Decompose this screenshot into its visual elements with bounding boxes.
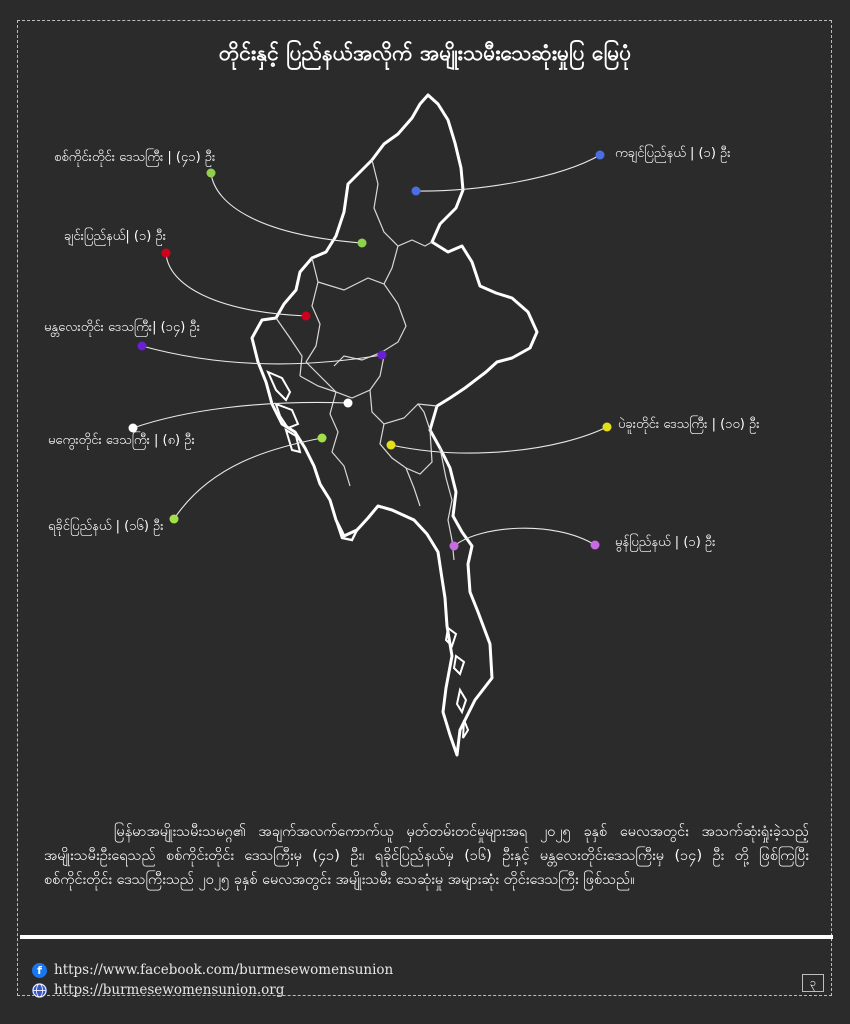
- dot-rakhine-outer: [170, 515, 179, 524]
- label-kachin: ကချင်ပြည်နယ် | (၁) ဦး: [615, 146, 731, 161]
- leader-sagaing: [211, 173, 362, 243]
- label-mandalay: မန္တလေးတိုင်း ဒေသကြီး| (၁၄) ဦး: [44, 320, 201, 335]
- leader-mandalay: [142, 346, 382, 364]
- summary-paragraph: မြန်မာအမျိုးသမီးသမဂ္ဂ၏ အချက်အလက်ကောက်ယူ မှတ်တမ်းတင်မှုများအရ ၂၀၂၅ ခုနှစ် မေလအတွင်း အသက်ဆုံးရှုံးခဲ့သည့် အမျိုးသမီးဦးရေသည် စစ်ကိုင်းတိုင်း ဒေသကြီးမှ (၄၁) ဦး၊ ရခိုင်ပြည်နယ်မှ (၁၆) ဦးနှင့် မန္တလေးတိုင်းဒေသကြီးမှ (၁၄) ဦး တို့ ဖြစ်ကြပြီး စစ်ကိုင်းတိုင်း ဒေသကြီးသည် ၂၀၂၅ ခုနှစ် မေလအတွင်း အမျိုးသမီး သေဆုံးမှု အများဆုံး တိုင်းဒေသကြီး ဖြစ်သည်။: [44, 824, 809, 888]
- footer-website[interactable]: [32, 982, 284, 998]
- dot-mon-outer: [591, 541, 600, 550]
- leader-lines: [133, 155, 607, 546]
- page-number: ၃: [802, 974, 824, 992]
- page-title: တိုင်းနှင့် ပြည်နယ်အလိုက် အမျိုးသမီးသေဆုံးမှုပြ မြေပုံ: [218, 41, 632, 65]
- label-magway: မကွေးတိုင်း ဒေသကြီး | (၈) ဦး: [48, 433, 195, 448]
- leader-kachin: [416, 155, 600, 191]
- dot-kachin-outer: [596, 151, 605, 160]
- dot-sagaing-outer: [207, 169, 216, 178]
- region-borders: [276, 160, 454, 560]
- label-chin: ချင်းပြည်နယ်| (၁) ဦး: [64, 229, 167, 244]
- facebook-icon: f: [32, 963, 47, 978]
- label-rakhine: ရခိုင်ပြည်နယ် | (၁၆) ဦး: [48, 519, 164, 534]
- dot-chin-outer: [162, 249, 171, 258]
- dot-bago-outer: [603, 423, 612, 432]
- label-sagaing: စစ်ကိုင်းတိုင်း ဒေသကြီး | (၄၁) ဦး: [54, 150, 216, 165]
- dot-bago-map: [387, 441, 396, 450]
- globe-icon: [32, 983, 47, 998]
- label-mon: မွန်ပြည်နယ် | (၁) ဦး: [615, 535, 716, 550]
- dot-rakhine-map: [318, 434, 327, 443]
- leader-magway: [133, 402, 348, 428]
- facebook-link[interactable]: https://www.facebook.com/burmesewomensunion: [54, 962, 394, 978]
- website-link[interactable]: https://burmesewomensunion.org: [54, 982, 285, 998]
- region-dots: [129, 151, 612, 551]
- leader-bago: [391, 427, 607, 453]
- leader-chin: [166, 253, 306, 316]
- dot-mandalay-map: [378, 351, 387, 360]
- label-bago: ပဲခူးတိုင်း ဒေသကြီး | (၁၀) ဦး: [618, 417, 760, 432]
- dot-mandalay-outer: [138, 342, 147, 351]
- leader-mon: [454, 528, 595, 546]
- footer-divider: [20, 935, 833, 939]
- footer-facebook[interactable]: [32, 962, 393, 978]
- dot-kachin-map: [412, 187, 421, 196]
- dot-sagaing-map: [358, 239, 367, 248]
- dot-mon-map: [450, 542, 459, 551]
- dot-chin-map: [302, 312, 311, 321]
- dot-magway-map: [344, 399, 353, 408]
